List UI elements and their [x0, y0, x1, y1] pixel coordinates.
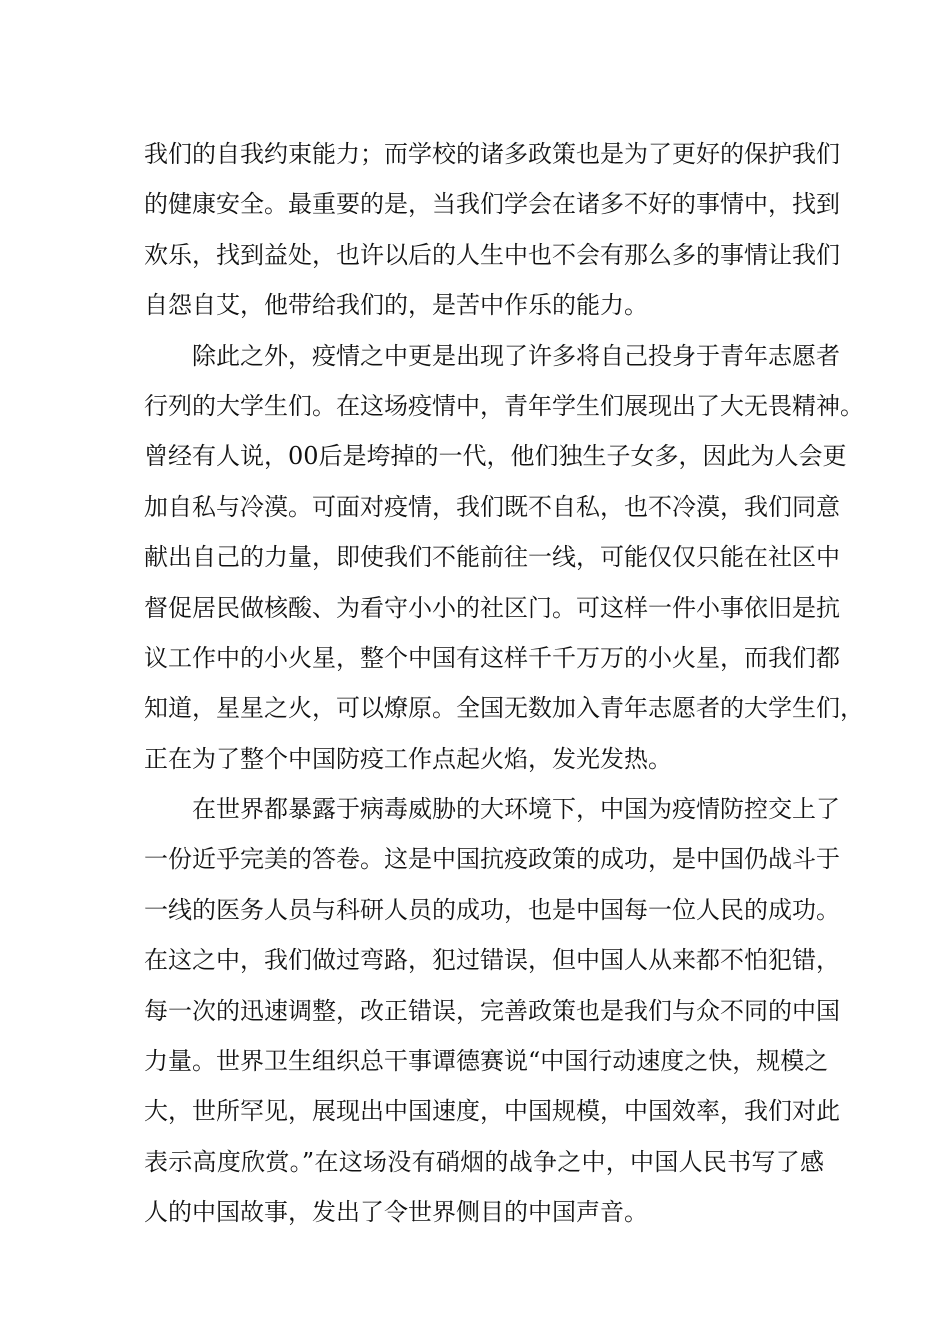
text-line: 自怨自艾，他带给我们的，是苦中作乐的能力。 — [144, 291, 648, 320]
text-line: 力量。世界卫生组织总干事谭德赛说“中国行动速度之快，规模之 — [144, 1047, 829, 1076]
document-body — [144, 129, 864, 1238]
text-line: 欢乐，找到益处，也许以后的人生中也不会有那么多的事情让我们 — [144, 240, 840, 269]
text-line: 每一次的迅速调整，改正错误，完善政策也是我们与众不同的中国 — [144, 996, 840, 1025]
text-line: 人的中国故事，发出了令世界侧目的中国声音。 — [144, 1198, 648, 1227]
text-line: 曾经有人说，00后是垮掉的一代，他们独生子女多，因此为人会更 — [144, 442, 847, 471]
text-line: 议工作中的小火星，整个中国有这样千千万万的小火星，而我们都 — [144, 643, 840, 672]
text-line: 我们的自我约束能力；而学校的诸多政策也是为了更好的保护我们 — [144, 140, 840, 168]
text-line: 在世界都暴露于病毒威胁的大环境下，中国为疫情防控交上了 — [192, 795, 840, 824]
text-line: 加自私与冷漠。可面对疫情，我们既不自私，也不冷漠，我们同意 — [144, 492, 840, 521]
text-line: 大，世所罕见，展现出中国速度，中国规模，中国效率，我们对此 — [144, 1097, 840, 1126]
text-line: 督促居民做核酸、为看守小小的社区门。可这样一件小事依旧是抗 — [144, 593, 840, 622]
text-line: 的健康安全。最重要的是，当我们学会在诸多不好的事情中，找到 — [144, 190, 840, 219]
text-line: 一份近乎完美的答卷。这是中国抗疫政策的成功，是中国仍战斗于 — [144, 845, 840, 874]
paragraph-3 — [144, 784, 840, 1238]
text-line: 知道，星星之火，可以燎原。全国无数加入青年志愿者的大学生们， — [144, 694, 864, 723]
text-line: 在这之中，我们做过弯路，犯过错误，但中国人从来都不怕犯错， — [144, 946, 840, 975]
text-line: 表示高度欣赏。”在这场没有硝烟的战争之中，中国人民书写了感 — [144, 1147, 824, 1176]
text-line: 行列的大学生们。在这场疫情中，青年学生们展现出了大无畏精神。 — [144, 391, 864, 420]
text-line: 一线的医务人员与科研人员的成功，也是中国每一位人民的成功。 — [144, 895, 840, 924]
paragraph-1 — [144, 129, 840, 331]
paragraph-2 — [144, 331, 864, 785]
text-line: 正在为了整个中国防疫工作点起火焰，发光发热。 — [144, 744, 672, 773]
text-line: 献出自己的力量，即使我们不能前往一线，可能仅仅只能在社区中 — [144, 543, 840, 572]
text-line: 除此之外，疫情之中更是出现了许多将自己投身于青年志愿者 — [192, 341, 840, 370]
